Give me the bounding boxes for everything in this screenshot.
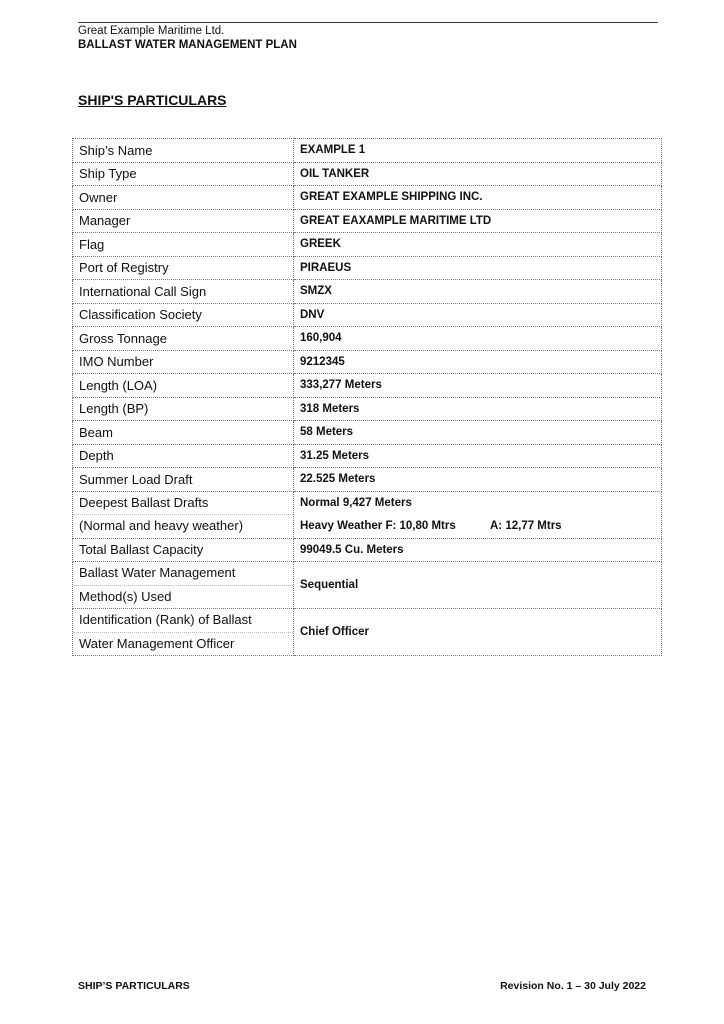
row-value: GREAT EXAMPLE SHIPPING INC.	[294, 186, 662, 210]
row-value: 31.25 Meters	[294, 444, 662, 468]
table-row-total-capacity	[73, 538, 662, 562]
row-value: GREEK	[294, 233, 662, 257]
row-label: Classification Society	[73, 303, 294, 327]
heavy-aft-draft: A: 12,77 Mtrs	[490, 519, 562, 532]
row-label	[73, 491, 294, 538]
table-row-methods	[73, 562, 662, 609]
label-line-2: (Normal and heavy weather)	[79, 518, 244, 533]
row-value: 58 Meters	[294, 421, 662, 445]
row-value: SMZX	[294, 280, 662, 304]
table-row	[73, 233, 662, 257]
table-row-officer	[73, 609, 662, 656]
label-line-1: Deepest Ballast Drafts	[73, 492, 293, 516]
row-value: DNV	[294, 303, 662, 327]
header-rule	[78, 22, 658, 23]
row-label: Ship Type	[73, 162, 294, 186]
table-row	[73, 209, 662, 233]
table-row	[73, 162, 662, 186]
table-row	[73, 421, 662, 445]
page-header	[78, 22, 658, 51]
row-label: International Call Sign	[73, 280, 294, 304]
row-value: 22.525 Meters	[294, 468, 662, 492]
row-label	[73, 609, 294, 656]
table-row	[73, 444, 662, 468]
document-title: BALLAST WATER MANAGEMENT PLAN	[78, 39, 297, 51]
heavy-weather-draft	[300, 515, 655, 538]
company-name: Great Example Maritime Ltd.	[78, 25, 225, 37]
row-value: 318 Meters	[294, 397, 662, 421]
table-row	[73, 327, 662, 351]
particulars-extra-rows	[73, 491, 662, 656]
row-value: GREAT EAXAMPLE MARITIME LTD	[294, 209, 662, 233]
row-label: IMO Number	[73, 350, 294, 374]
table-row	[73, 280, 662, 304]
row-value: 9212345	[294, 350, 662, 374]
row-label: Ship’s Name	[73, 139, 294, 163]
table-row	[73, 139, 662, 163]
table-row	[73, 397, 662, 421]
row-value: Chief Officer	[294, 609, 662, 656]
page-footer	[78, 980, 646, 992]
row-label: Gross Tonnage	[73, 327, 294, 351]
table-row	[73, 374, 662, 398]
table-row	[73, 256, 662, 280]
row-label: Length (LOA)	[73, 374, 294, 398]
row-value: 333,277 Meters	[294, 374, 662, 398]
row-value	[294, 491, 662, 538]
row-label	[73, 562, 294, 609]
row-value: 99049.5 Cu. Meters	[294, 538, 662, 562]
row-label: Beam	[73, 421, 294, 445]
row-label: Total Ballast Capacity	[73, 538, 294, 562]
row-label: Owner	[73, 186, 294, 210]
section-title: SHIP'S PARTICULARS	[78, 92, 227, 108]
table-row	[73, 186, 662, 210]
ship-particulars-table	[72, 138, 662, 656]
row-label: Summer Load Draft	[73, 468, 294, 492]
row-value: Sequential	[294, 562, 662, 609]
table-row	[73, 468, 662, 492]
row-value: EXAMPLE 1	[294, 139, 662, 163]
label-line-1: Identification (Rank) of Ballast	[73, 609, 293, 633]
footer-revision: Revision No. 1 – 30 July 2022	[500, 980, 646, 992]
footer-section-name: SHIP’S PARTICULARS	[78, 980, 190, 992]
row-label: Flag	[73, 233, 294, 257]
label-line-2: Method(s) Used	[79, 588, 172, 604]
row-value: 160,904	[294, 327, 662, 351]
row-label: Port of Registry	[73, 256, 294, 280]
table-row	[73, 303, 662, 327]
table-row	[73, 350, 662, 374]
table-row-ballast-drafts	[73, 491, 662, 538]
row-value: OIL TANKER	[294, 162, 662, 186]
row-value: PIRAEUS	[294, 256, 662, 280]
row-label: Manager	[73, 209, 294, 233]
row-label: Depth	[73, 444, 294, 468]
row-label: Length (BP)	[73, 397, 294, 421]
particulars-body	[73, 139, 662, 492]
heavy-forward-draft: Heavy Weather F: 10,80 Mtrs	[300, 519, 456, 532]
label-line-1: Ballast Water Management	[73, 562, 293, 586]
label-line-2: Water Management Officer	[79, 635, 235, 651]
normal-draft: Normal 9,427 Meters	[300, 497, 412, 509]
